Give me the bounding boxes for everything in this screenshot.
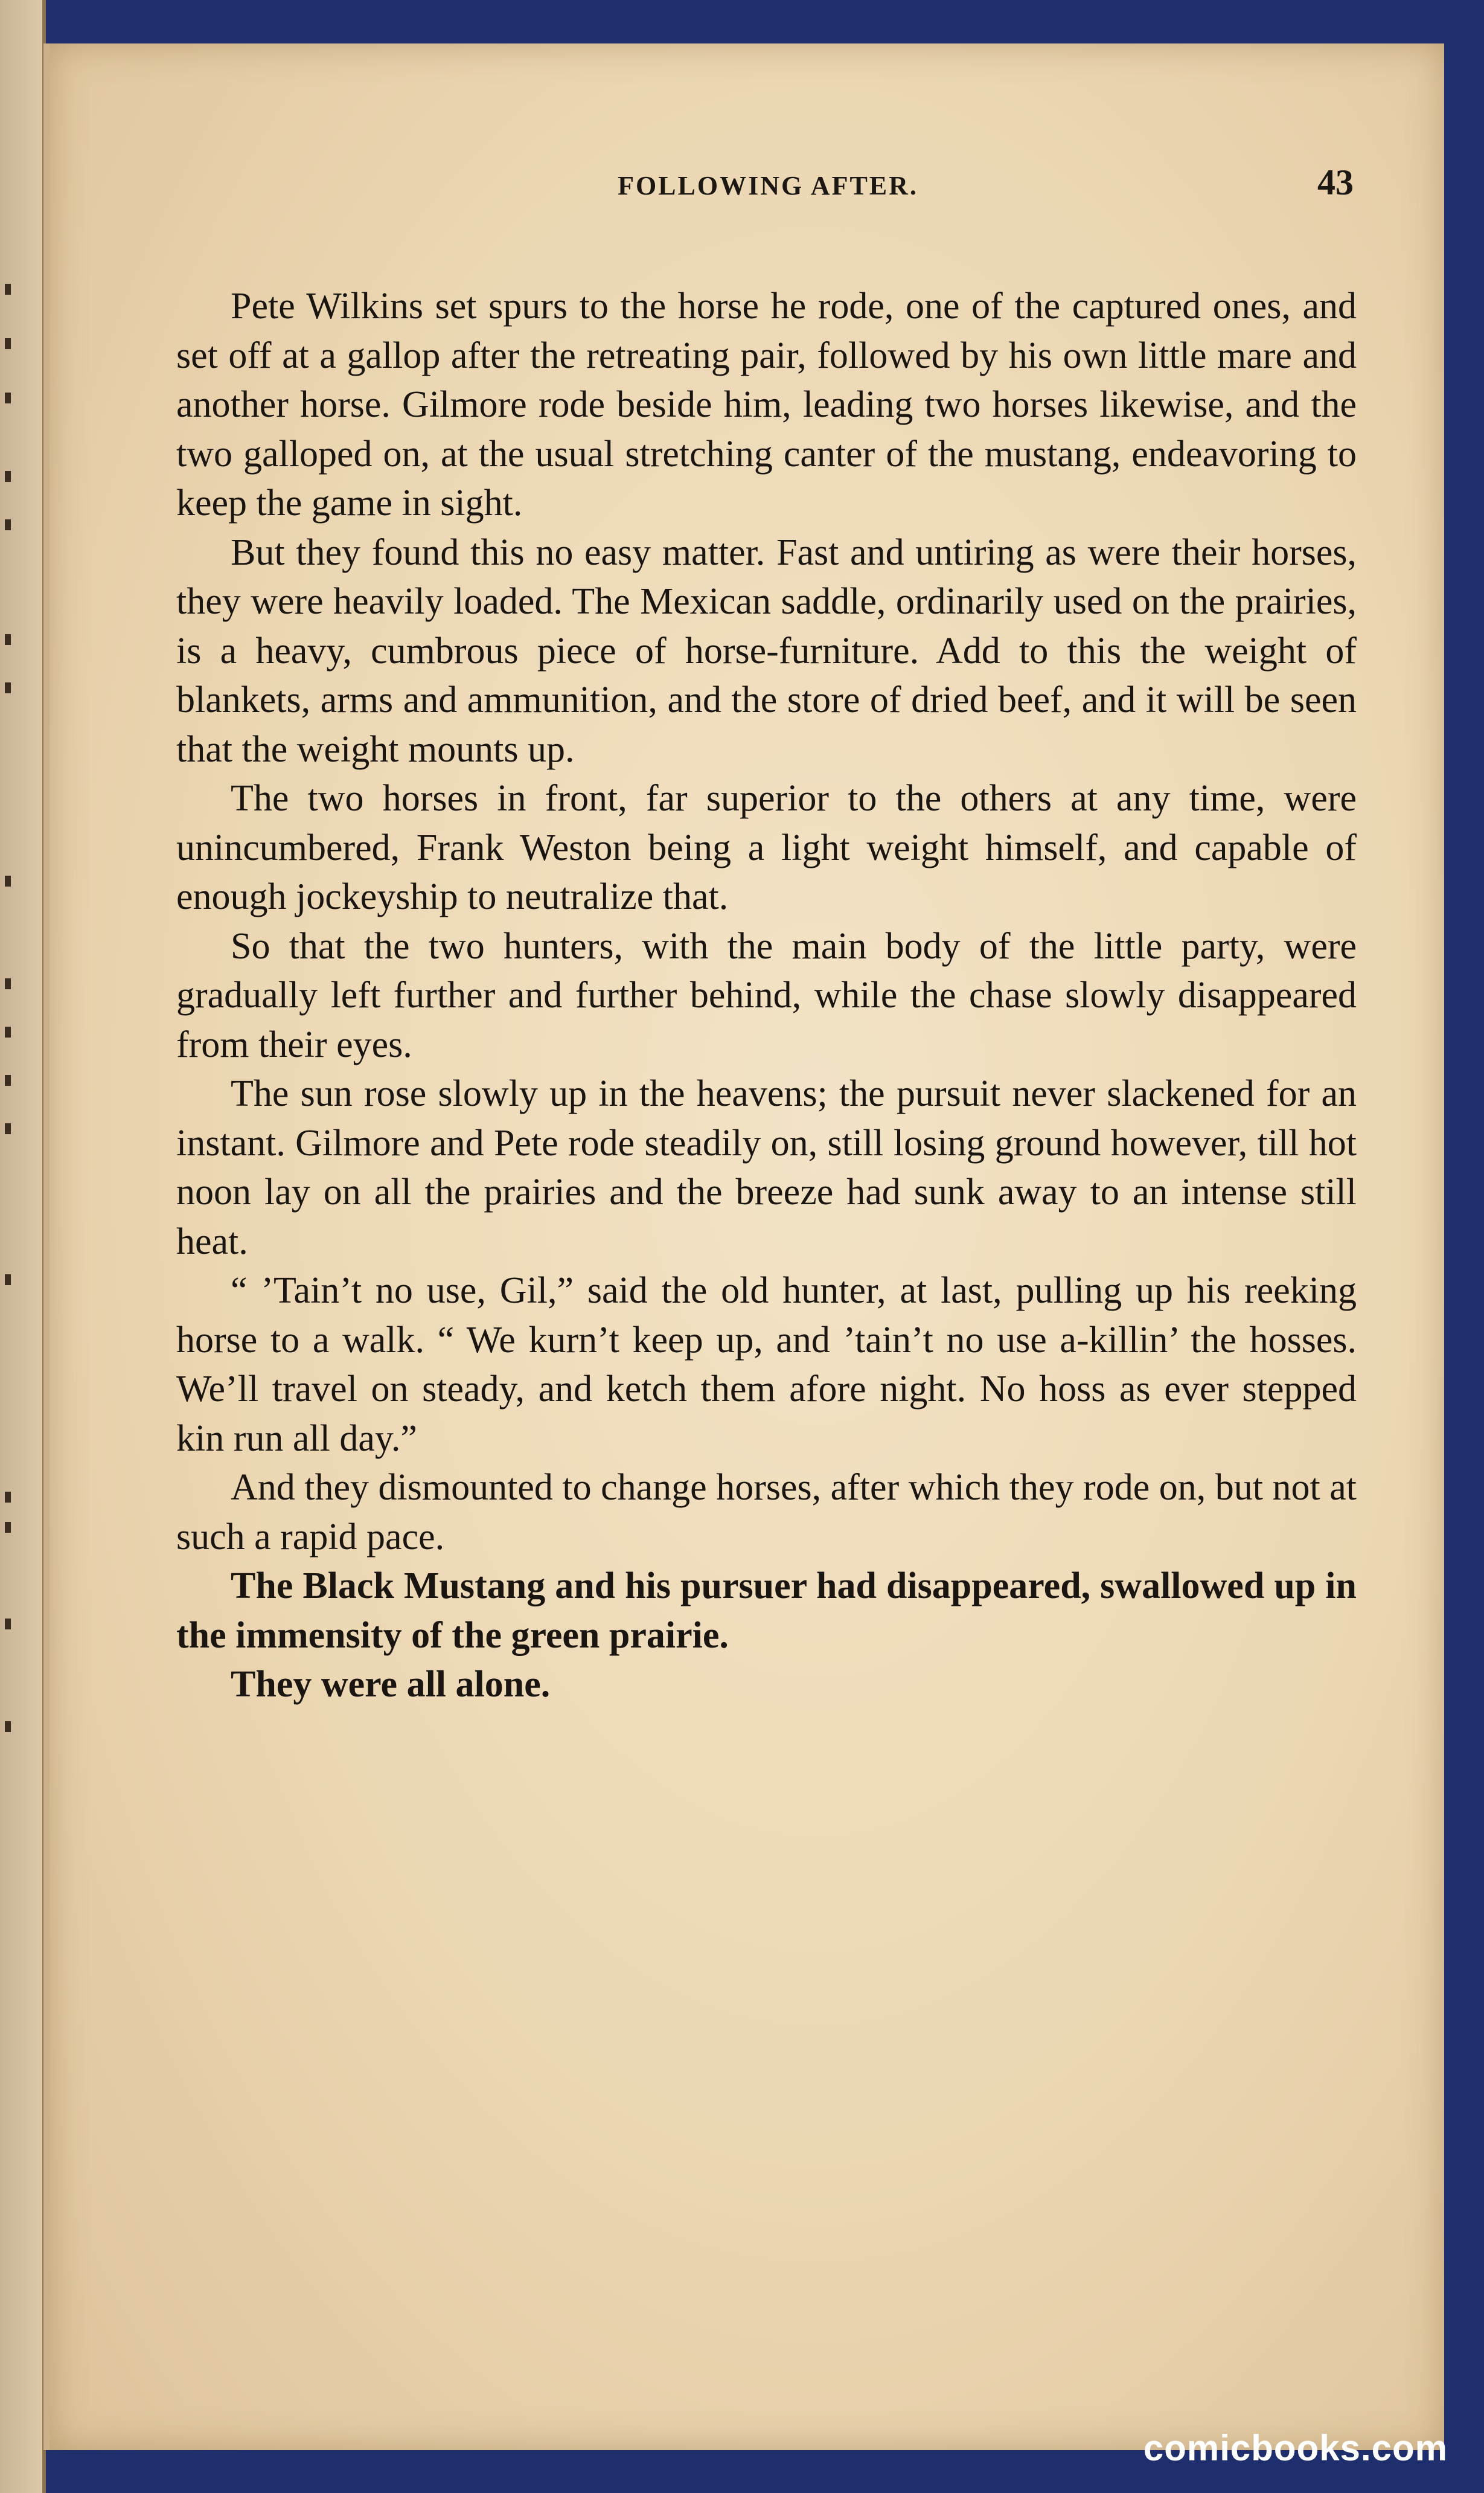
facing-page-mark bbox=[5, 338, 11, 349]
paragraph: The sun rose slowly up in the heavens; the pursuit never slackened for an instant. Gilmore and Pete rode steadily on, still losing ground however, till hot noon lay on all the prairies and the breeze had sunk away to an intense still heat. bbox=[176, 1073, 1357, 1262]
paragraph: “ ’Tain’t no use, Gil,” said the old hunter, at last, pulling up his reeking horse to a walk. “ We kurn’t keep up, and ’tain’t no use a-killin’ the hosses. We’ll travel on steady, and ketch them afore night. No hoss as ever stepped kin run all day.” bbox=[176, 1270, 1357, 1459]
facing-page-mark bbox=[5, 1027, 11, 1038]
facing-page-mark bbox=[5, 471, 11, 482]
paragraph: Pete Wilkins set spurs to the horse he rode, one of the captured ones, and set off at a gallop after the retreating pair, followed by his own little mare and another horse. Gilmore rode beside him, leading two horses likewise, and the two galloped on, at the usual stretching canter of the mustang, endeavoring to keep the game in sight. bbox=[176, 286, 1357, 524]
body-text bbox=[176, 282, 1357, 1710]
facing-page-mark bbox=[5, 393, 11, 403]
running-head: FOLLOWING AFTER. bbox=[618, 171, 918, 201]
page-number: 43 bbox=[1317, 162, 1354, 202]
page-header bbox=[182, 158, 1354, 207]
facing-page-mark bbox=[5, 519, 11, 530]
facing-page-mark bbox=[5, 978, 11, 989]
paragraph: The Black Mustang and his pursuer had disappeared, swallowed up in the immensity of the green prairie. bbox=[176, 1565, 1357, 1656]
book-page bbox=[43, 43, 1444, 2450]
facing-page-mark bbox=[5, 1721, 11, 1732]
facing-page-edge bbox=[0, 0, 46, 2493]
site-watermark: comicbooks.com bbox=[1143, 2428, 1448, 2468]
facing-page-mark bbox=[5, 284, 11, 295]
closing-paragraph: They were all alone. bbox=[231, 1664, 551, 1705]
paragraph: But they found this no easy matter. Fast and untiring as were their horses, they were heavily loaded. The Mexican saddle, ordinarily used on the prairies, is a heavy, cumbrous piece of horse-furniture. Add to this the weight of blankets, arms and ammunition, and the store of dried beef, and it will be seen that the weight mounts up. bbox=[176, 531, 1357, 770]
paragraph: The two horses in front, far superior to the others at any time, were unincumbered, Frank Weston being a light weight himself, and capable of enough jockeyship to neutralize that. bbox=[176, 778, 1357, 917]
paragraph: And they dismounted to change horses, after which they rode on, but not at such a rapid pace. bbox=[176, 1467, 1357, 1558]
facing-page-mark bbox=[5, 634, 11, 645]
facing-page-mark bbox=[5, 1075, 11, 1086]
facing-page-mark bbox=[5, 682, 11, 693]
facing-page-mark bbox=[5, 1274, 11, 1285]
facing-page-mark bbox=[5, 1619, 11, 1629]
facing-page-mark bbox=[5, 1123, 11, 1134]
facing-page-mark bbox=[5, 1492, 11, 1503]
facing-page-mark bbox=[5, 876, 11, 887]
paragraph: So that the two hunters, with the main body of the little party, were gradually left further and further behind, while the chase slowly disappeared from their eyes. bbox=[176, 925, 1357, 1065]
facing-page-mark bbox=[5, 1522, 11, 1533]
